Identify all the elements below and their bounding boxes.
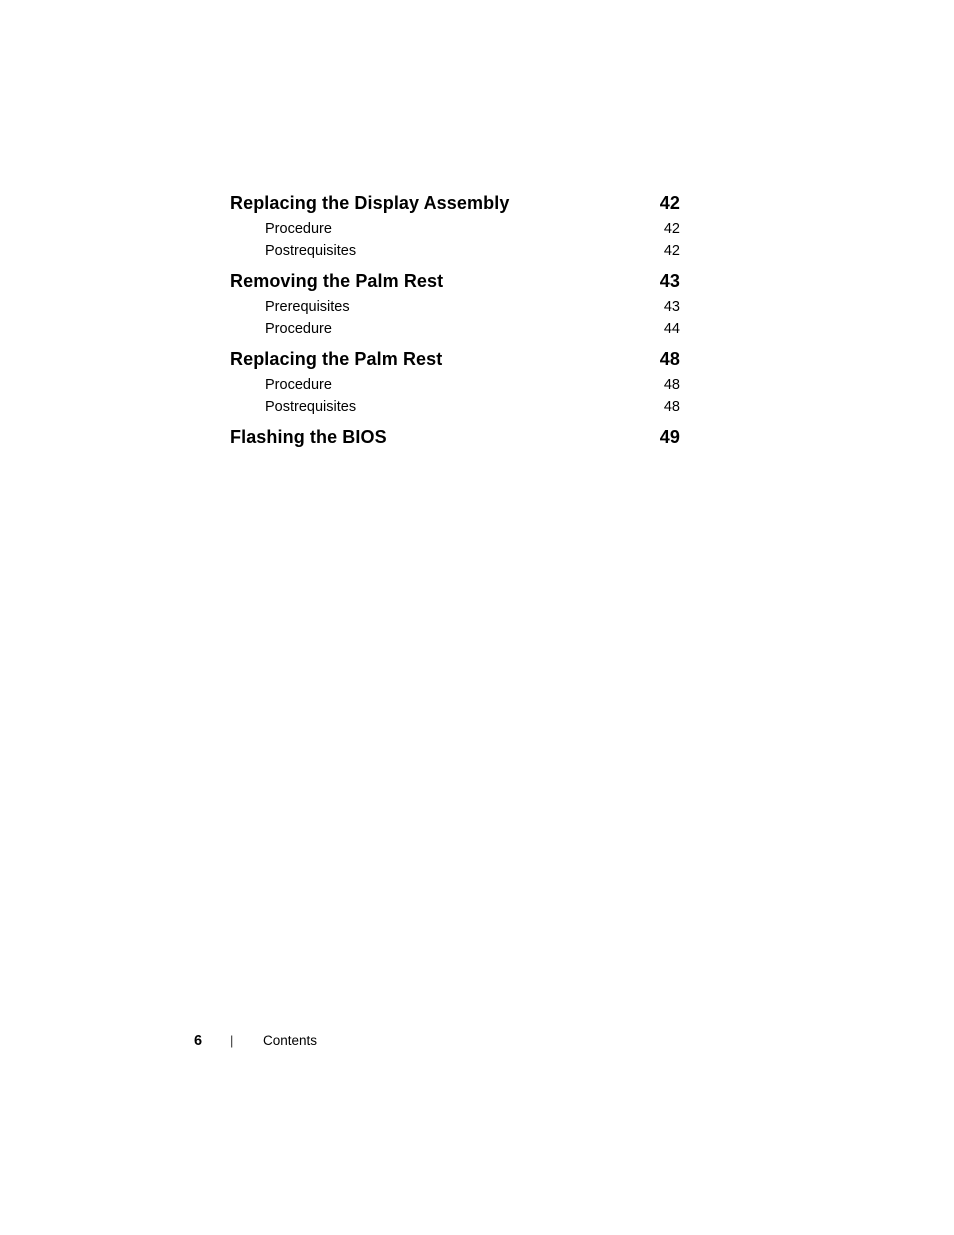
toc-heading-title: Replacing the Palm Rest (230, 349, 443, 369)
toc-subitem[interactable] (230, 374, 680, 396)
toc-subitem[interactable] (230, 296, 680, 318)
toc-subitem-page: 44 (663, 321, 680, 337)
toc-subitem-label: Procedure (265, 321, 332, 337)
toc-heading[interactable] (230, 190, 680, 216)
toc-heading-page: 43 (659, 271, 680, 291)
toc-section (230, 190, 680, 262)
toc-subitem-page: 48 (663, 399, 680, 415)
page-footer (194, 1031, 317, 1051)
toc-subitem-page: 48 (663, 377, 680, 393)
toc-subitem-label: Postrequisites (265, 243, 357, 259)
toc-subitem-label: Prerequisites (265, 299, 350, 315)
toc-heading-page: 49 (659, 427, 680, 447)
toc-subitem-page: 42 (663, 221, 680, 237)
toc-heading[interactable] (230, 268, 680, 294)
toc-heading[interactable] (230, 424, 680, 450)
toc-subitem-label: Procedure (265, 377, 332, 393)
toc-heading-title: Flashing the BIOS (230, 427, 387, 447)
toc-heading-page: 42 (659, 193, 680, 213)
toc-subitem-page: 43 (663, 299, 680, 315)
toc-subitem-label: Postrequisites (265, 399, 357, 415)
footer-page-number: 6 (194, 1033, 203, 1049)
toc-subitem[interactable] (230, 240, 680, 262)
toc-section (230, 346, 680, 418)
toc-section (230, 268, 680, 340)
toc-subitem[interactable] (230, 396, 680, 418)
toc-heading-title: Replacing the Display Assembly (230, 193, 510, 213)
toc-heading-page: 48 (659, 349, 680, 369)
toc-subitem[interactable] (230, 318, 680, 340)
toc-section (230, 424, 680, 450)
toc-heading-title: Removing the Palm Rest (230, 271, 444, 291)
footer-separator: | (230, 1033, 234, 1048)
toc-subitem-label: Procedure (265, 221, 332, 237)
table-of-contents (230, 190, 680, 450)
toc-heading[interactable] (230, 346, 680, 372)
toc-subitem-page: 42 (663, 243, 680, 259)
footer-running-title: Contents (263, 1033, 318, 1048)
toc-subitem[interactable] (230, 218, 680, 240)
